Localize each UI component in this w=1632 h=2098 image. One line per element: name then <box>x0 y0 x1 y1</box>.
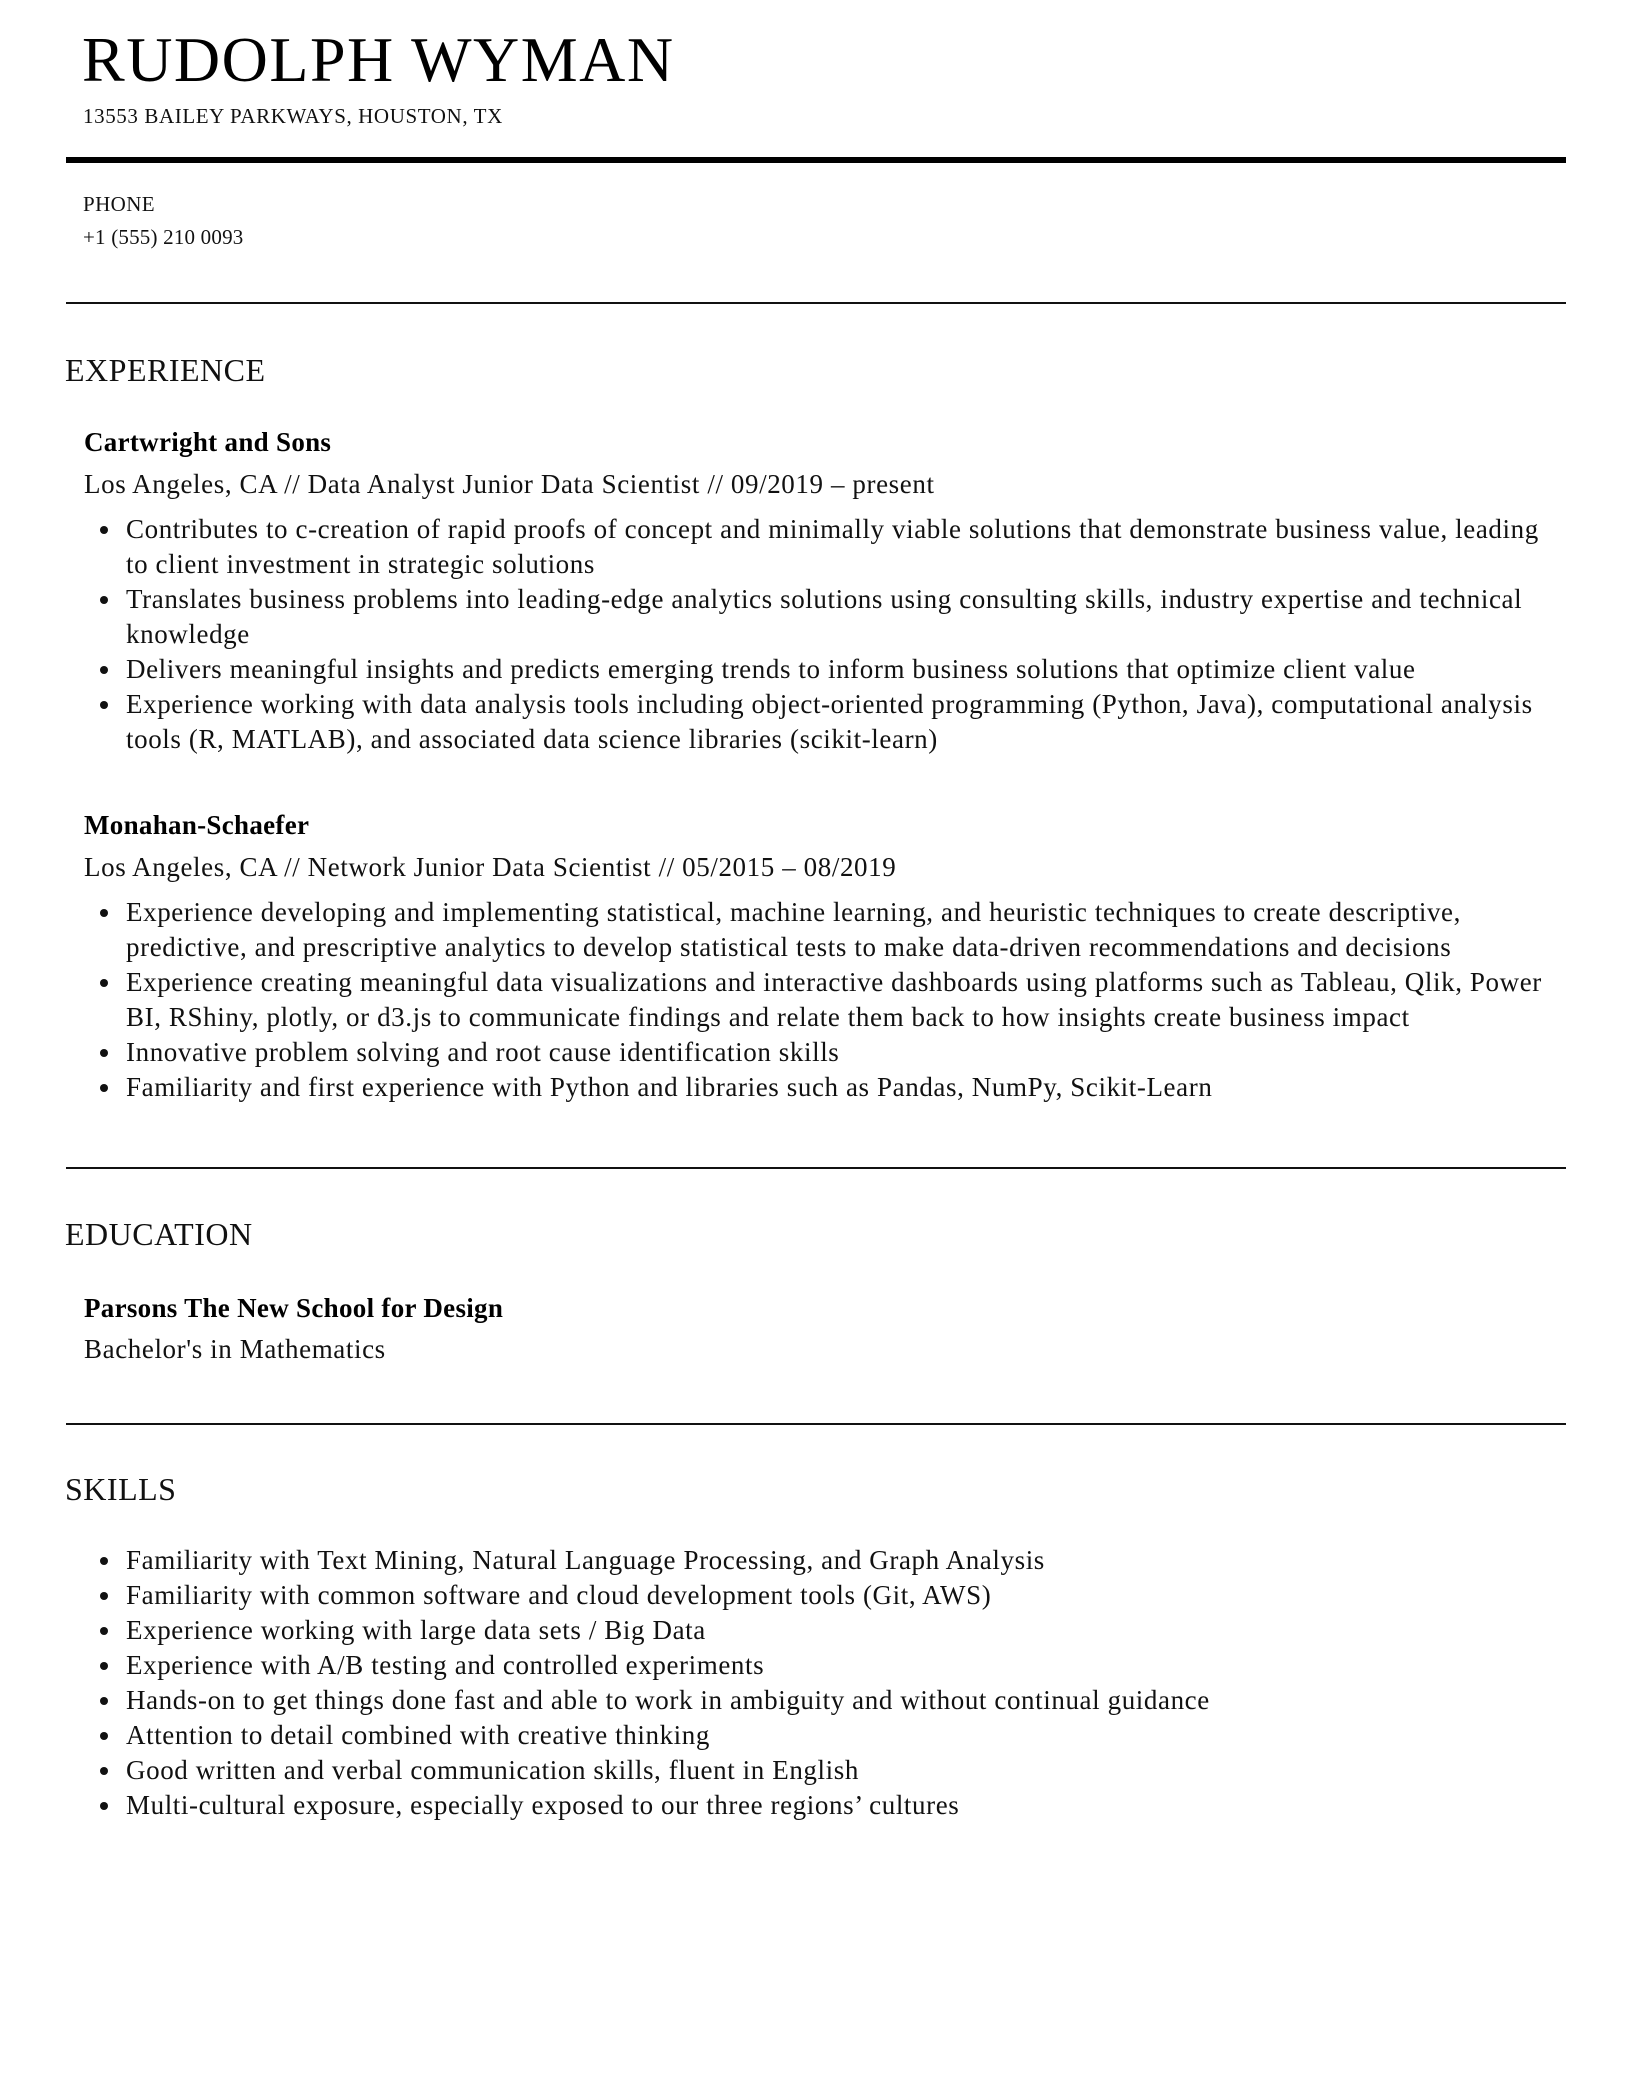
skill-item <box>84 1753 1556 1788</box>
bullet-icon <box>100 1557 108 1565</box>
bullet-icon <box>100 1049 108 1057</box>
job-meta: Los Angeles, CA // Network Junior Data Scientist // 05/2015 – 08/2019 <box>84 852 897 882</box>
skill-item <box>84 1788 1556 1823</box>
bullet-item <box>84 1070 1556 1105</box>
skill-item <box>84 1578 1556 1613</box>
experience-entry <box>84 808 1574 1105</box>
skill-text: Experience working with large data sets / Big Data <box>126 1615 706 1645</box>
experience-heading: EXPERIENCE <box>65 352 266 388</box>
bullet-icon <box>100 1697 108 1705</box>
bullet-item <box>84 965 1556 1035</box>
bullet-text: Experience working with data analysis tools including object-oriented programming (Python, Java), computational analysis tools (R, MATLAB), and associated data science libraries (scikit-learn) <box>126 689 1533 754</box>
experience-entry <box>84 425 1574 757</box>
skill-item <box>84 1718 1556 1753</box>
skill-text: Experience with A/B testing and controlled experiments <box>126 1650 765 1680</box>
skills-heading: SKILLS <box>65 1471 177 1507</box>
skill-item <box>84 1613 1556 1648</box>
candidate-name: RUDOLPH WYMAN <box>82 24 675 95</box>
bullet-text: Translates business problems into leading-edge analytics solutions using consulting skills, industry expertise and technical knowledge <box>126 584 1523 649</box>
school-name: Parsons The New School for Design <box>84 1293 504 1323</box>
company-name: Cartwright and Sons <box>84 427 332 457</box>
experience-divider <box>66 1167 1566 1169</box>
skill-text: Multi-cultural exposure, especially exposed to our three regions’ cultures <box>126 1790 960 1820</box>
bullet-text: Familiarity and first experience with Python and libraries such as Pandas, NumPy, Scikit-Learn <box>126 1072 1213 1102</box>
bullet-icon <box>100 1732 108 1740</box>
bullet-text: Contributes to c-creation of rapid proofs of concept and minimally viable solutions that demonstrate business value, leading to client investment in strategic solutions <box>126 514 1539 579</box>
bullet-item <box>84 582 1556 652</box>
bullet-icon <box>100 1802 108 1810</box>
bullet-text: Delivers meaningful insights and predicts emerging trends to inform business solutions that optimize client value <box>126 654 1416 684</box>
education-heading: EDUCATION <box>65 1216 253 1252</box>
bullet-icon <box>100 1592 108 1600</box>
education-divider <box>66 1423 1566 1425</box>
phone-value: +1 (555) 210 0093 <box>83 225 244 249</box>
bullet-icon <box>100 1084 108 1092</box>
education-entry <box>84 1291 1574 1367</box>
bullet-item <box>84 652 1556 687</box>
bullet-item <box>84 512 1556 582</box>
job-bullets <box>84 512 1574 757</box>
skill-item <box>84 1648 1556 1683</box>
bullet-text: Innovative problem solving and root cause identification skills <box>126 1037 840 1067</box>
bullet-item <box>84 1035 1556 1070</box>
bullet-item <box>84 687 1556 757</box>
bullet-item <box>84 895 1556 965</box>
bullet-icon <box>100 526 108 534</box>
skill-text: Familiarity with Text Mining, Natural Language Processing, and Graph Analysis <box>126 1545 1045 1575</box>
bullet-icon <box>100 596 108 604</box>
skill-item <box>84 1683 1556 1718</box>
header-divider <box>66 157 1566 163</box>
bullet-text: Experience developing and implementing statistical, machine learning, and heuristic techniques to create descriptive, predictive, and prescriptive analytics to develop statistical tests to make data-driven recommendations and decisions <box>126 897 1461 962</box>
bullet-icon <box>100 979 108 987</box>
bullet-icon <box>100 701 108 709</box>
bullet-icon <box>100 1662 108 1670</box>
degree: Bachelor's in Mathematics <box>84 1334 386 1364</box>
job-bullets <box>84 895 1574 1105</box>
company-name: Monahan-Schaefer <box>84 810 310 840</box>
bullet-icon <box>100 909 108 917</box>
phone-label: PHONE <box>83 192 156 216</box>
skills-section <box>84 1543 1574 1823</box>
bullet-icon <box>100 1767 108 1775</box>
contact-divider <box>66 302 1566 304</box>
candidate-address: 13553 BAILEY PARKWAYS, HOUSTON, TX <box>83 104 503 128</box>
skills-list <box>84 1543 1574 1823</box>
bullet-icon <box>100 1627 108 1635</box>
job-meta: Los Angeles, CA // Data Analyst Junior Data Scientist // 09/2019 – present <box>84 469 935 499</box>
skill-text: Good written and verbal communication skills, fluent in English <box>126 1755 859 1785</box>
bullet-text: Experience creating meaningful data visualizations and interactive dashboards using platforms such as Tableau, Qlik, Power BI, RShiny, plotly, or d3.js to communicate findings and relate them back to how insights create business impact <box>126 967 1542 1032</box>
skill-text: Familiarity with common software and cloud development tools (Git, AWS) <box>126 1580 992 1610</box>
bullet-icon <box>100 666 108 674</box>
skill-text: Hands-on to get things done fast and able to work in ambiguity and without continual guidance <box>126 1685 1210 1715</box>
skill-item <box>84 1543 1556 1578</box>
skill-text: Attention to detail combined with creative thinking <box>126 1720 710 1750</box>
